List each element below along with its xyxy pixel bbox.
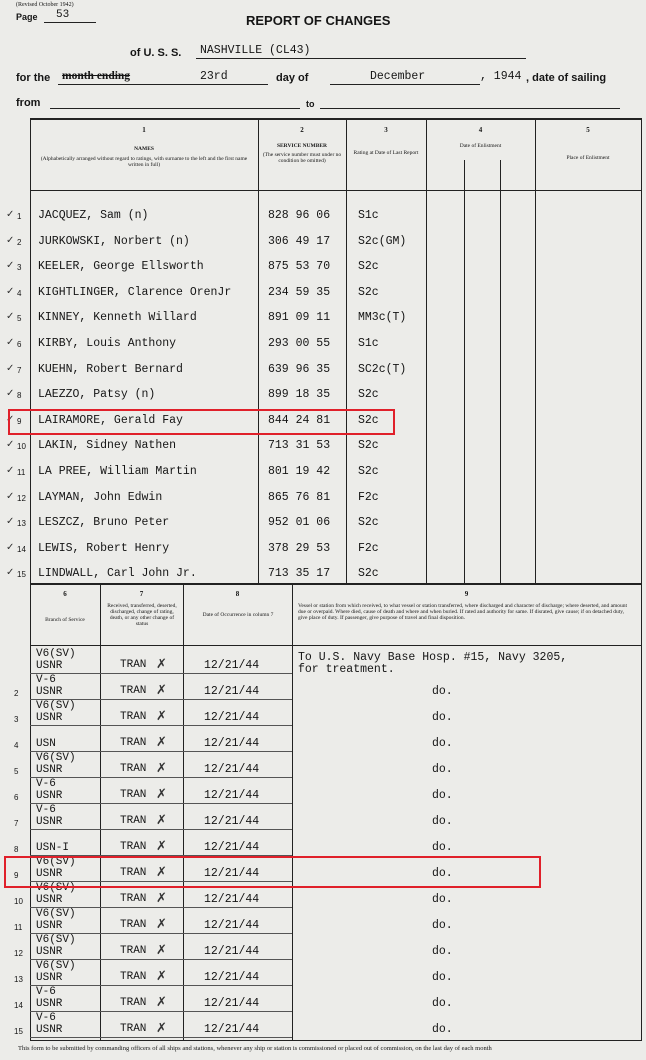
tick-mark-icon: ✗ bbox=[156, 994, 167, 1009]
status-change: TRAN bbox=[120, 867, 147, 879]
tick-mark-icon: ✗ bbox=[156, 708, 167, 723]
col7-number: 7 bbox=[139, 590, 144, 598]
tick-mark-icon: ✗ bbox=[156, 890, 167, 905]
entry-service-number: 293 00 55 bbox=[268, 337, 331, 350]
detail-number: 7 bbox=[14, 819, 19, 828]
entry-row bbox=[0, 437, 646, 459]
branch-service: USNR bbox=[36, 686, 63, 698]
entry-number: 11 bbox=[17, 468, 26, 477]
branch-service: USN bbox=[36, 738, 56, 750]
detail-row bbox=[0, 960, 646, 986]
branch-service: USNR bbox=[36, 764, 63, 776]
entry-name: JACQUEZ, Sam (n) bbox=[38, 209, 149, 222]
sailing-label: , date of sailing bbox=[526, 72, 607, 84]
col2-title: SERVICE NUMBER bbox=[276, 143, 328, 149]
entry-row bbox=[0, 361, 646, 383]
footer-note: This form to be submitted by commanding officers of all ships and stations, whenever any ship or station is commissioned or placed out of commission, on the last day of each month bbox=[18, 1045, 492, 1052]
highlight-box-detail-9 bbox=[4, 856, 541, 888]
entry-row bbox=[0, 233, 646, 255]
detail-number: 9 bbox=[14, 871, 19, 880]
entry-number: 10 bbox=[17, 442, 26, 451]
occurrence-date: 12/21/44 bbox=[204, 815, 260, 828]
entry-rating: S2c bbox=[358, 286, 379, 299]
col1-title: NAMES bbox=[134, 146, 154, 152]
remarks: do. bbox=[432, 841, 453, 854]
entry-service-number: 875 53 70 bbox=[268, 260, 331, 273]
year-value: , 1944 bbox=[480, 70, 522, 83]
branch-service: USNR bbox=[36, 816, 63, 828]
check-mark-icon: ✓ bbox=[6, 260, 15, 271]
branch-top: V6(SV) bbox=[36, 908, 76, 920]
check-mark-icon: ✓ bbox=[6, 465, 15, 476]
check-mark-icon: ✓ bbox=[6, 286, 15, 297]
col3-number: 3 bbox=[384, 126, 388, 134]
occurrence-date: 12/21/44 bbox=[204, 711, 260, 724]
branch-service: USNR bbox=[36, 1024, 63, 1036]
check-mark-icon: ✓ bbox=[6, 235, 15, 246]
tick-mark-icon: ✗ bbox=[156, 1020, 167, 1035]
detail-number: 4 bbox=[14, 741, 19, 750]
branch-service: USNR bbox=[36, 868, 63, 880]
col6-title: Branch of Service bbox=[45, 617, 85, 623]
col2-sub: (The service number must under no condition be omitted) bbox=[262, 152, 342, 164]
detail-row bbox=[0, 934, 646, 960]
entry-name: LAEZZO, Patsy (n) bbox=[38, 388, 156, 401]
entry-service-number: 952 01 06 bbox=[268, 516, 331, 529]
check-mark-icon: ✓ bbox=[6, 363, 15, 374]
entry-service-number: 234 59 35 bbox=[268, 286, 331, 299]
detail-number: 12 bbox=[14, 949, 23, 958]
entry-rating: S1c bbox=[358, 337, 379, 350]
status-change: TRAN bbox=[120, 997, 147, 1009]
remarks: do. bbox=[432, 997, 453, 1010]
branch-service: USNR bbox=[36, 790, 63, 802]
entry-row bbox=[0, 489, 646, 511]
entry-rating: MM3c(T) bbox=[358, 311, 407, 324]
branch-top: V6(SV) bbox=[36, 882, 76, 894]
tick-mark-icon: ✗ bbox=[156, 942, 167, 957]
remarks: do. bbox=[432, 1023, 453, 1036]
entry-row bbox=[0, 514, 646, 536]
entry-service-number: 844 24 81 bbox=[268, 414, 331, 427]
entry-service-number: 713 31 53 bbox=[268, 439, 331, 452]
branch-service: USN-I bbox=[36, 842, 70, 854]
tick-mark-icon: ✗ bbox=[156, 838, 167, 853]
branch-service: USNR bbox=[36, 920, 63, 932]
entry-number: 8 bbox=[17, 391, 22, 400]
entry-number: 15 bbox=[17, 570, 26, 579]
occurrence-date: 12/21/44 bbox=[204, 1023, 260, 1036]
entry-service-number: 828 96 06 bbox=[268, 209, 331, 222]
page-label: Page bbox=[16, 12, 38, 22]
check-mark-icon: ✓ bbox=[6, 516, 15, 527]
tick-mark-icon: ✗ bbox=[156, 916, 167, 931]
entry-rating: S2c bbox=[358, 465, 379, 478]
branch-service: USNR bbox=[36, 972, 63, 984]
entry-number: 13 bbox=[17, 519, 26, 528]
entry-name: KEELER, George Ellsworth bbox=[38, 260, 204, 273]
branch-top: V-6 bbox=[36, 804, 56, 816]
detail-row bbox=[0, 986, 646, 1012]
entry-name: LAIRAMORE, Gerald Fay bbox=[38, 414, 183, 427]
entry-name: KUEHN, Robert Bernard bbox=[38, 363, 183, 376]
detail-number: 13 bbox=[14, 975, 23, 984]
col4-number: 4 bbox=[478, 126, 483, 134]
remarks: do. bbox=[432, 711, 453, 724]
entry-number: 4 bbox=[17, 289, 22, 298]
branch-service: USNR bbox=[36, 660, 63, 672]
page-number: 53 bbox=[56, 9, 70, 21]
entry-number: 6 bbox=[17, 340, 22, 349]
tick-mark-icon: ✗ bbox=[156, 812, 167, 827]
status-change: TRAN bbox=[120, 971, 147, 983]
col9-title: Vessel or station from which received, to what vessel or station transferred, where discharged and character of discharge; where deserted, and amount due or overpaid. Where died, cause of death and where and when buried. If rated and authority for same. If disrated, give cause; if on detached duty, give place of duty. If passenger, give purpose of travel and final disposition. bbox=[298, 603, 628, 621]
status-change: TRAN bbox=[120, 1023, 147, 1035]
tick-mark-icon: ✗ bbox=[156, 786, 167, 801]
tick-mark-icon: ✗ bbox=[156, 968, 167, 983]
branch-service: USNR bbox=[36, 894, 63, 906]
occurrence-date: 12/21/44 bbox=[204, 893, 260, 906]
entry-rating: S2c(GM) bbox=[358, 235, 407, 248]
detail-number: 3 bbox=[14, 715, 19, 724]
day-value: 23rd bbox=[200, 70, 228, 83]
col3-title: Rating at Date of Last Report bbox=[353, 150, 419, 156]
check-mark-icon: ✓ bbox=[6, 542, 15, 553]
from-label: from bbox=[16, 97, 41, 109]
entry-name: KINNEY, Kenneth Willard bbox=[38, 311, 197, 324]
entry-name: LAKIN, Sidney Nathen bbox=[38, 439, 177, 452]
entry-rating: S2c bbox=[358, 388, 379, 401]
detail-row bbox=[0, 752, 646, 778]
branch-top: V6(SV) bbox=[36, 752, 76, 764]
col2-number: 2 bbox=[300, 126, 304, 134]
ship-name: NASHVILLE (CL43) bbox=[200, 44, 311, 57]
entry-row bbox=[0, 565, 646, 587]
branch-top: V6(SV) bbox=[36, 700, 76, 712]
occurrence-date: 12/21/44 bbox=[204, 685, 260, 698]
occurrence-date: 12/21/44 bbox=[204, 945, 260, 958]
status-change: TRAN bbox=[120, 685, 147, 697]
col8-number: 8 bbox=[235, 590, 240, 598]
entry-row bbox=[0, 335, 646, 357]
occurrence-date: 12/21/44 bbox=[204, 763, 260, 776]
detail-row bbox=[0, 726, 646, 752]
status-change: TRAN bbox=[120, 711, 147, 723]
remarks: do. bbox=[432, 867, 453, 880]
status-change: TRAN bbox=[120, 737, 147, 749]
detail-number: 6 bbox=[14, 793, 19, 802]
day-of-label: day of bbox=[276, 72, 309, 84]
detail-number: 2 bbox=[14, 689, 19, 698]
entry-service-number: 801 19 42 bbox=[268, 465, 331, 478]
col1-sub: (Alphabetically arranged without regard to ratings, with surname to the left and the first name written in full) bbox=[40, 156, 248, 168]
entry-service-number: 306 49 17 bbox=[268, 235, 331, 248]
detail-row bbox=[0, 908, 646, 934]
entry-rating: S2c bbox=[358, 516, 379, 529]
tick-mark-icon: ✗ bbox=[156, 760, 167, 775]
remarks: do. bbox=[432, 893, 453, 906]
entry-number: 12 bbox=[17, 494, 26, 503]
entry-service-number: 713 35 17 bbox=[268, 567, 331, 580]
entry-number: 7 bbox=[17, 366, 22, 375]
status-change: TRAN bbox=[120, 763, 147, 775]
col8-title: Date of Occurrence in column 7 bbox=[202, 612, 274, 618]
occurrence-date: 12/21/44 bbox=[204, 737, 260, 750]
entry-rating: S2c bbox=[358, 567, 379, 580]
entry-name: LEWIS, Robert Henry bbox=[38, 542, 170, 555]
col5-number: 5 bbox=[586, 126, 590, 134]
entry-row bbox=[0, 284, 646, 306]
branch-top: V-6 bbox=[36, 674, 56, 686]
detail-row bbox=[0, 674, 646, 700]
check-mark-icon: ✓ bbox=[6, 209, 15, 220]
month-value: December bbox=[370, 70, 426, 83]
branch-top: V6(SV) bbox=[36, 960, 76, 972]
entry-service-number: 639 96 35 bbox=[268, 363, 331, 376]
entry-name: KIGHTLINGER, Clarence OrenJr bbox=[38, 286, 232, 299]
check-mark-icon: ✓ bbox=[6, 311, 15, 322]
remarks: do. bbox=[432, 763, 453, 776]
occurrence-date: 12/21/44 bbox=[204, 789, 260, 802]
branch-top: V-6 bbox=[36, 778, 56, 790]
detail-row bbox=[0, 648, 646, 674]
entry-rating: S2c bbox=[358, 439, 379, 452]
remarks: do. bbox=[432, 945, 453, 958]
remarks: To U.S. Navy Base Hosp. #15, Navy 3205, bbox=[298, 651, 568, 664]
entry-number: 14 bbox=[17, 545, 26, 554]
ship-label: of U. S. S. bbox=[130, 47, 182, 59]
entry-rating: SC2c(T) bbox=[358, 363, 407, 376]
detail-row bbox=[0, 830, 646, 856]
branch-service: USNR bbox=[36, 946, 63, 958]
entry-service-number: 891 09 11 bbox=[268, 311, 331, 324]
entry-number: 9 bbox=[17, 417, 22, 426]
struck-period: month ending bbox=[62, 70, 131, 82]
entry-rating: S2c bbox=[358, 414, 379, 427]
entry-row bbox=[0, 463, 646, 485]
branch-top: V6(SV) bbox=[36, 856, 76, 868]
remarks: do. bbox=[432, 737, 453, 750]
entry-rating: F2c bbox=[358, 491, 379, 504]
occurrence-date: 12/21/44 bbox=[204, 867, 260, 880]
col6-number: 6 bbox=[63, 590, 67, 598]
highlight-box-entry-9 bbox=[8, 409, 395, 435]
remarks: do. bbox=[432, 815, 453, 828]
status-change: TRAN bbox=[120, 659, 147, 671]
entry-name: LESZCZ, Bruno Peter bbox=[38, 516, 170, 529]
entry-number: 3 bbox=[17, 263, 22, 272]
check-mark-icon: ✓ bbox=[6, 337, 15, 348]
col9-number: 9 bbox=[464, 590, 469, 598]
entry-number: 5 bbox=[17, 314, 22, 323]
entry-number: 2 bbox=[17, 238, 22, 247]
detail-row bbox=[0, 804, 646, 830]
col5-title: Place of Enlistment bbox=[566, 155, 610, 161]
entry-service-number: 865 76 81 bbox=[268, 491, 331, 504]
col4-title: Date of Enlistment bbox=[459, 143, 502, 149]
col7-title: Received, transferred, deserted, discharged, change of rating, death, or any other change of status bbox=[107, 603, 177, 627]
report-title: REPORT OF CHANGES bbox=[246, 13, 391, 28]
occurrence-date: 12/21/44 bbox=[204, 997, 260, 1010]
detail-row bbox=[0, 778, 646, 804]
detail-row bbox=[0, 700, 646, 726]
entry-row bbox=[0, 258, 646, 280]
branch-top: V6(SV) bbox=[36, 934, 76, 946]
tick-mark-icon: ✗ bbox=[156, 682, 167, 697]
branch-top: V-6 bbox=[36, 1012, 56, 1024]
entry-name: JURKOWSKI, Norbert (n) bbox=[38, 235, 190, 248]
detail-number: 15 bbox=[14, 1027, 23, 1036]
occurrence-date: 12/21/44 bbox=[204, 841, 260, 854]
for-the-label: for the bbox=[16, 72, 51, 84]
branch-service: USNR bbox=[36, 712, 63, 724]
detail-row bbox=[0, 1012, 646, 1038]
entry-number: 1 bbox=[17, 212, 22, 221]
check-mark-icon: ✓ bbox=[6, 491, 15, 502]
entry-row bbox=[0, 207, 646, 229]
status-change: TRAN bbox=[120, 893, 147, 905]
entry-name: LAYMAN, John Edwin bbox=[38, 491, 163, 504]
status-change: TRAN bbox=[120, 841, 147, 853]
to-label: to bbox=[306, 99, 315, 109]
detail-number: 11 bbox=[14, 923, 23, 932]
entry-rating: S1c bbox=[358, 209, 379, 222]
entry-service-number: 899 18 35 bbox=[268, 388, 331, 401]
detail-number: 14 bbox=[14, 1001, 23, 1010]
tick-mark-icon: ✗ bbox=[156, 734, 167, 749]
remarks: do. bbox=[432, 685, 453, 698]
check-mark-icon: ✓ bbox=[6, 388, 15, 399]
detail-number: 10 bbox=[14, 897, 23, 906]
tick-mark-icon: ✗ bbox=[156, 864, 167, 879]
entry-row bbox=[0, 540, 646, 562]
occurrence-date: 12/21/44 bbox=[204, 659, 260, 672]
check-mark-icon: ✓ bbox=[6, 567, 15, 578]
detail-number: 8 bbox=[14, 845, 19, 854]
check-mark-icon: ✓ bbox=[6, 439, 15, 450]
remarks: do. bbox=[432, 789, 453, 802]
branch-top: V6(SV) bbox=[36, 648, 76, 660]
entry-name: LA PREE, William Martin bbox=[38, 465, 197, 478]
branch-service: USNR bbox=[36, 998, 63, 1010]
remarks-line-2: for treatment. bbox=[298, 663, 395, 676]
check-mark-icon: ✓ bbox=[6, 414, 15, 425]
entry-service-number: 378 29 53 bbox=[268, 542, 331, 555]
branch-top: V-6 bbox=[36, 986, 56, 998]
entry-name: LINDWALL, Carl John Jr. bbox=[38, 567, 197, 580]
entry-row bbox=[0, 309, 646, 331]
entry-rating: F2c bbox=[358, 542, 379, 555]
remarks: do. bbox=[432, 919, 453, 932]
entry-rating: S2c bbox=[358, 260, 379, 273]
status-change: TRAN bbox=[120, 815, 147, 827]
status-change: TRAN bbox=[120, 945, 147, 957]
col1-number: 1 bbox=[142, 126, 146, 134]
status-change: TRAN bbox=[120, 919, 147, 931]
tick-mark-icon: ✗ bbox=[156, 656, 167, 671]
entry-name: KIRBY, Louis Anthony bbox=[38, 337, 177, 350]
occurrence-date: 12/21/44 bbox=[204, 919, 260, 932]
remarks: do. bbox=[432, 971, 453, 984]
entry-row bbox=[0, 386, 646, 408]
status-change: TRAN bbox=[120, 789, 147, 801]
detail-number: 5 bbox=[14, 767, 19, 776]
revision-note: (Revised October 1942) bbox=[16, 2, 74, 8]
occurrence-date: 12/21/44 bbox=[204, 971, 260, 984]
